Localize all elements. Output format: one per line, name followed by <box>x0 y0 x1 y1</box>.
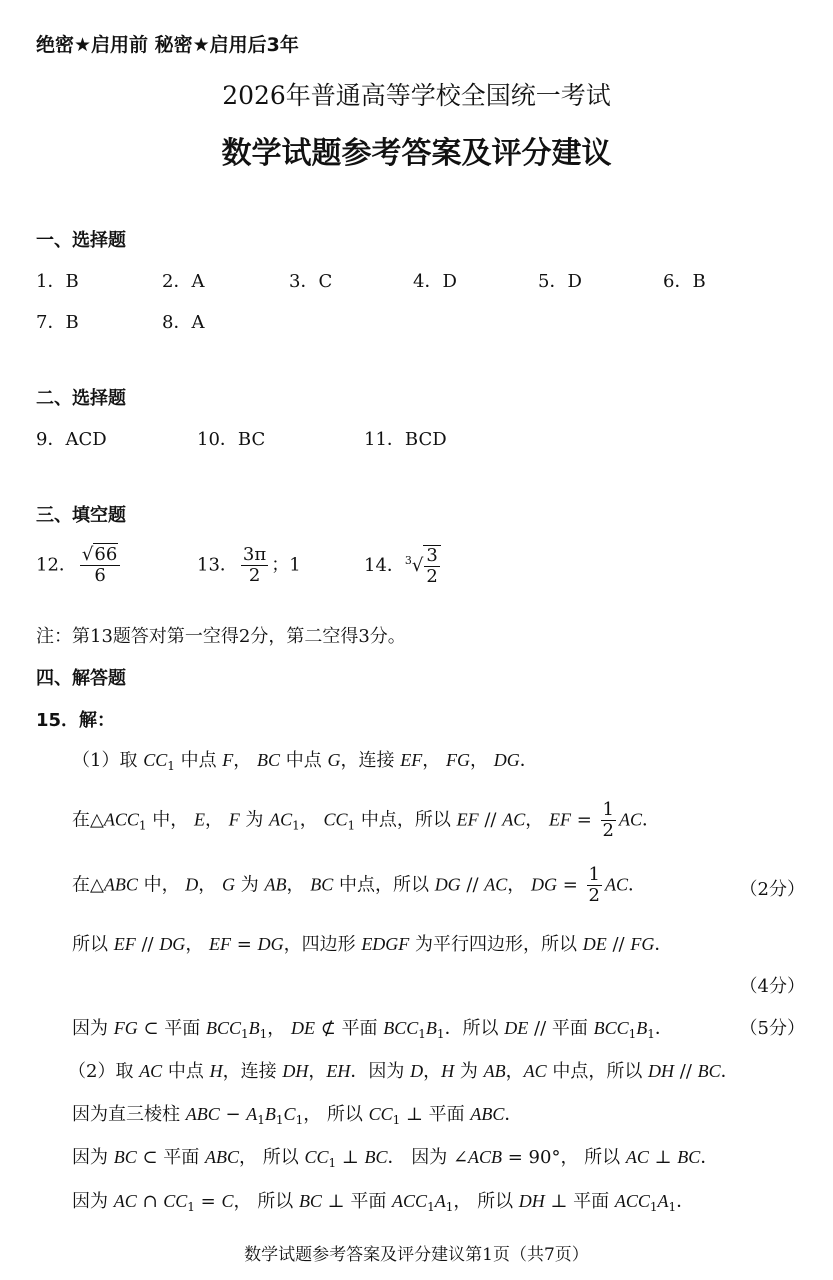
answer-9: 9．ACD <box>36 429 107 450</box>
exam-title: 2026年普通高等学校全国统一考试 <box>222 81 611 110</box>
scoring-note: 注：第13题答对第一空得2分，第二空得3分。 <box>36 626 406 647</box>
answer-14-fraction <box>423 545 440 587</box>
answer-13-label: 13． <box>197 554 238 576</box>
document-title: 数学试题参考答案及评分建议 <box>221 136 612 171</box>
secrecy-label: 绝密★启用前 秘密★启用后3年 <box>36 34 299 56</box>
answer-7: 7．B <box>36 312 79 333</box>
answer-8: 8．A <box>162 312 205 333</box>
answer-13-numerator: 3π <box>242 544 267 565</box>
solution-line-4: 所以 EF // DG， EF = DG，四边形 EDGF 为平行四边形，所以 DE // FG． <box>72 934 673 955</box>
solution-line-1: （1）取 $CC_1$ 中点 F， BC 中点 G，连接 EF， FG， DG． <box>72 750 538 773</box>
answer-12-numerator: 66 <box>94 544 118 565</box>
part-1-label: （1）取 <box>72 750 138 771</box>
score-4-points: （4分） <box>739 976 805 997</box>
solution-line-8: 因为 BC ⊂ 平面 ABC， 所以 $CC_1$ ⊥ BC． 因为 ∠ACB = 90°， 所以 AC ⊥ BC． <box>72 1147 719 1170</box>
answer-12-denominator: 6 <box>94 564 106 586</box>
section-heading-fill: 三、填空题 <box>36 505 126 526</box>
answer-12 <box>36 545 123 586</box>
solution-line-3: 在△ABC 中， D， G 为 AB， BC 中点，所以 DG // AC， DG = $\frac{1}{2}$ AC． <box>72 864 647 906</box>
answer-2: 2．A <box>162 271 205 292</box>
solution-line-9: 因为 AC ∩ $CC_1 = C$， 所以 BC ⊥ 平面 $ACC_1A_1$， 所以 DH ⊥ 平面 $ACC_1A_1$． <box>72 1191 695 1214</box>
answer-14: 14．$^3$√ $\frac{3}{2}$ <box>364 545 444 587</box>
answer-1: 1．B <box>36 271 79 292</box>
section-heading-choice: 一、选择题 <box>36 230 126 251</box>
answer-13 <box>197 545 301 586</box>
answer-12-label: 12． <box>36 554 77 576</box>
section-heading-solutions: 四、解答题 <box>36 668 126 689</box>
answer-4: 4．D <box>413 271 457 292</box>
answer-13-second-blank: ；1 <box>271 554 301 576</box>
answer-13-denominator: 2 <box>248 564 261 586</box>
section-heading-multi-choice: 二、选择题 <box>36 388 126 409</box>
answer-6: 6．B <box>663 271 706 292</box>
answer-14-numerator: 3 <box>426 545 438 566</box>
solution-line-5: 因为 FG ⊂ 平面 $BCC_1B_1$， DE ⊄ 平面 $BCC_1B_1$．所以 DE // 平面 $BCC_1B_1$． <box>72 1018 673 1041</box>
answer-12-fraction: $\frac{√66}{6}$ <box>80 545 120 586</box>
answer-11: 11．BCD <box>364 429 447 450</box>
answer-5: 5．D <box>538 271 582 292</box>
solution-line-2: 在$\triangle ACC_1$ 中， E， F 为 $AC_1$， $CC_1$ 中点，所以 EF // AC， EF = $\frac{1}{2}$ AC． <box>72 799 660 841</box>
answer-14-root-index: 3 <box>404 553 412 567</box>
solution-line-6: （2）取 AC 中点 H，连接 DH，EH．因为 D，H 为 AB，AC 中点，所以 DH // BC． <box>68 1061 739 1082</box>
solution-line-7: 因为直三棱柱 ABC − $A_1B_1C_1$， 所以 $CC_1$ ⊥ 平面 ABC． <box>72 1104 523 1127</box>
answer-13-fraction <box>241 545 268 586</box>
answer-10: 10．BC <box>197 429 266 450</box>
score-5-points: （5分） <box>739 1018 805 1039</box>
answer-14-denominator: 2 <box>426 565 438 587</box>
score-2-points: （2分） <box>739 879 805 900</box>
answer-14-label: 14． <box>364 554 405 576</box>
answer-3: 3．C <box>289 271 333 292</box>
question-15-label: 15．解： <box>36 710 116 731</box>
page-footer: 数学试题参考答案及评分建议第1页（共7页） <box>244 1245 589 1265</box>
